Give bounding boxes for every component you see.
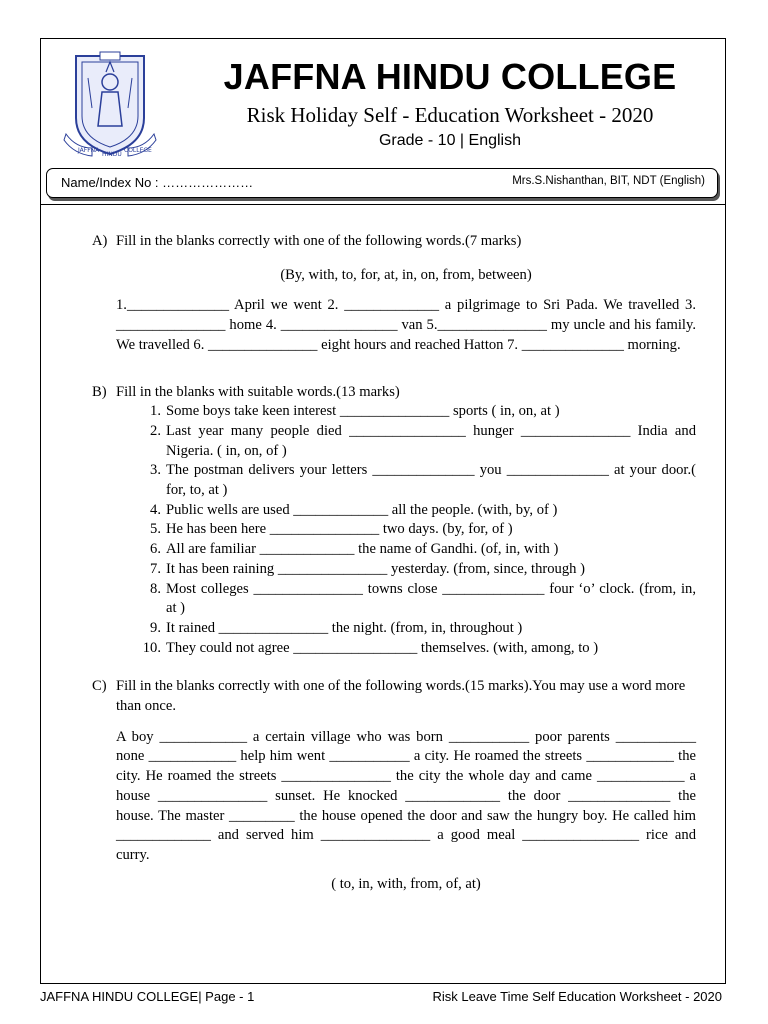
list-item: [136, 639, 696, 659]
item-number: 7.: [150, 560, 161, 577]
section-a-heading: [92, 232, 696, 252]
item-number: 8.: [150, 580, 161, 597]
item-text: Some boys take keen interest _______________ sports ( in, on, at ): [166, 403, 560, 420]
list-item: [136, 540, 696, 560]
item-text: They could not agree _________________ themselves. (with, among, to ): [166, 639, 599, 656]
section-c-label: C): [92, 678, 107, 695]
section-b-label: B): [92, 383, 107, 400]
section-a-word-bank: (By, with, to, for, at, in, on, from, between): [280, 266, 532, 283]
list-item: [136, 619, 696, 639]
item-text: He has been here _______________ two days. (by, for, of ): [166, 521, 513, 538]
name-index-field[interactable]: Name/Index No : …………………: [61, 175, 254, 190]
list-item: [136, 402, 696, 422]
section-c-heading: [92, 677, 696, 716]
logo-text-right: COLLEGE: [124, 147, 152, 154]
item-number: 5.: [150, 521, 161, 538]
section-a-instruction: Fill in the blanks correctly with one of the following words.(7 marks): [116, 233, 522, 249]
logo-text-mid: HINDU: [102, 151, 122, 158]
list-item: [136, 461, 696, 500]
list-item: [136, 501, 696, 521]
section-b-list: [136, 402, 696, 658]
college-title: JAFFNA HINDU COLLEGE: [223, 56, 677, 97]
name-index-bar: [46, 168, 718, 198]
item-text: All are familiar _____________ the name of Gandhi. (of, in, with ): [166, 541, 559, 558]
item-number: 9.: [150, 619, 161, 636]
item-number: 6.: [150, 541, 161, 558]
item-number: 1.: [150, 403, 161, 420]
worksheet-subtitle: Risk Holiday Self - Education Worksheet - 2020: [246, 103, 654, 127]
item-text: Public wells are used _____________ all the people. (with, by, of ): [166, 501, 558, 518]
item-text: Most colleges _______________ towns close ______________ four ‘o’ clock. (from, in, at ): [166, 580, 696, 617]
section-b-heading: [92, 383, 696, 403]
item-text: It has been raining _______________ yesterday. (from, since, through ): [166, 560, 585, 577]
item-text: Last year many people died ________________ hunger _______________ India and Nigeria. ( in, on, of ): [166, 422, 696, 459]
item-text: The postman delivers your letters ______________ you ______________ at your door.( for, to, at ): [166, 462, 696, 499]
section-c-word-bank: ( to, in, with, from, of, at): [331, 875, 481, 892]
teacher-name: Mrs.S.Nishanthan, BIT, NDT (English): [512, 175, 705, 187]
list-item: [136, 520, 696, 540]
worksheet-content: [92, 232, 696, 894]
item-number: 3.: [150, 462, 161, 479]
list-item: [136, 560, 696, 580]
section-a-paragraph: 1.______________ April we went 2. _____________ a pilgrimage to Sri Pada. We travelled 3. _______________ home 4. ________________ van 5._______________ my uncle and his family. We travelled 6. _______________ eight hours and reached Hatton 7. ______________ morning.: [116, 297, 696, 353]
list-item: [136, 422, 696, 461]
college-crest-logo: [62, 48, 158, 160]
footer-right: Risk Leave Time Self Education Worksheet - 2020: [432, 989, 722, 1004]
item-number: 10.: [142, 639, 161, 656]
section-a-label: A): [92, 233, 108, 249]
logo-text-left: JAFFNA: [78, 147, 100, 154]
list-item: [136, 580, 696, 619]
item-number: 2.: [150, 422, 161, 439]
grade-subject: Grade - 10 | English: [378, 132, 521, 149]
section-b-instruction: Fill in the blanks with suitable words.(13 marks): [116, 383, 400, 400]
section-c-instruction: Fill in the blanks correctly with one of the following words.(15 marks).You may use a word more than once.: [116, 678, 686, 715]
item-number: 4.: [150, 501, 161, 518]
header-divider: [40, 204, 726, 205]
footer-left: JAFFNA HINDU COLLEGE| Page - 1: [40, 989, 255, 1004]
item-text: It rained _______________ the night. (from, in, throughout ): [166, 619, 523, 636]
section-c-paragraph: A boy ____________ a certain village who was born ___________ poor parents ___________ none ____________ help him went ___________ a city. He roamed the streets ____________ the city. He roamed the streets _______________ the city the whole day and came ____________ a house _______________ sunset. He knocked _____________ the door ______________ the house. The master _________ the house opened the door and saw the hungry boy. He called him _____________ and served him _______________ a good meal ________________ rice and curry.: [116, 728, 696, 863]
